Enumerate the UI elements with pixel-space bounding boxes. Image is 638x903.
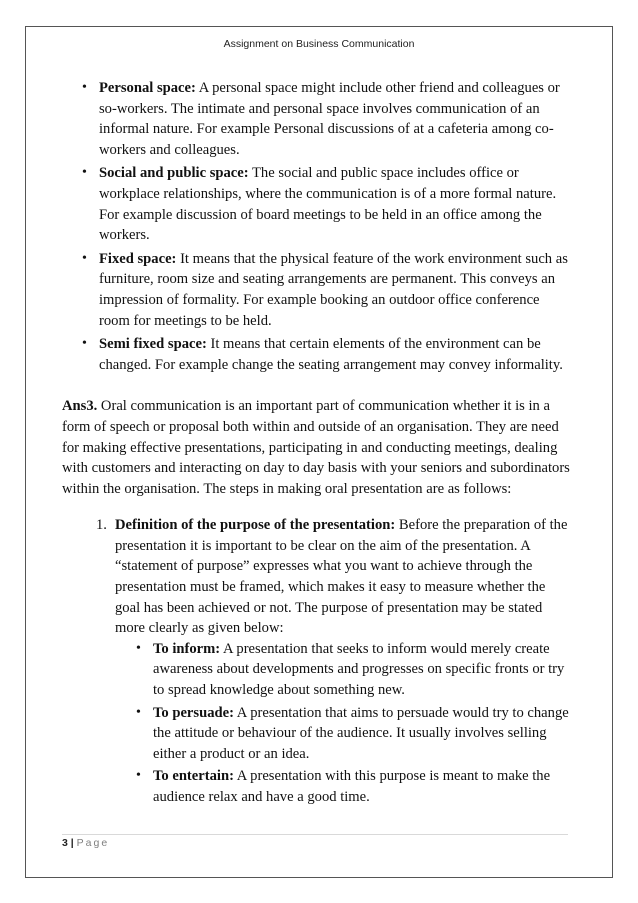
bullet-term: Personal space: (99, 80, 196, 96)
step-text: Before the preparation of the presentation it is important to be clear on the aim of the presentation. A “statement of purpose” expresses what you want to achieve through the presentation must be framed, which makes it easy to measure whether the goal has been achieved or not. The purpose of presentation may be stated more clearly as given below: (115, 517, 568, 637)
presentation-steps-list (62, 515, 572, 807)
bullet-text: It means that the physical feature of the work environment such as furniture, room size and seating arrangements are permanent. This conveys an impression of formality. For example booking an outdoor office conference room for meetings to be held. (99, 250, 568, 329)
page-footer (62, 837, 109, 849)
page-header: Assignment on Business Communication (223, 38, 415, 50)
purpose-text: A presentation that seeks to inform would merely create awareness about developments and progresses on specific fronts or try to spread knowledge about something new. (153, 640, 565, 699)
bullet-term: Social and public space: (99, 165, 249, 182)
bullet-text: It means that certain elements of the environment can be changed. For example change the seating arrangement may convey informality. (99, 336, 563, 373)
purpose-text: A presentation that aims to persuade would try to change the attitude or behaviour of the audience. It usually involves selling either a product or an idea. (153, 704, 569, 762)
answer-label: Ans3. (62, 398, 98, 415)
step-term: Definition of the purpose of the presentation: (115, 517, 396, 534)
bullet-term: Fixed space: (99, 250, 177, 267)
bullet-text: The social and public space includes office or workplace relationships, where the communication is of a more formal nature. For example discussion of board meetings to be held in an office among the workers. (99, 165, 557, 244)
page-number: 3 (62, 837, 68, 849)
list-item (99, 78, 572, 160)
list-item (99, 334, 572, 375)
answer-paragraph (62, 396, 572, 499)
step-number: 1. (96, 517, 107, 534)
purpose-term: To entertain: (153, 768, 234, 785)
footer-divider (62, 834, 568, 835)
bullet-text: A personal space might include other friend and colleagues or so-workers. The intimate and personal space involves communication of an informal nature. For example Personal discussions of at a cafeteria among co-workers and colleagues. (99, 80, 560, 158)
purpose-item (153, 639, 572, 701)
space-types-list (62, 78, 572, 375)
purpose-list (115, 639, 572, 808)
page-label: Page (76, 837, 110, 849)
purpose-term: To inform: (153, 640, 221, 657)
bullet-term: Semi fixed space: (99, 336, 207, 353)
answer-text: Oral communication is an important part of communication whether it is in a form of speech or proposal both within and outside of an organisation. They are need for making effective presentations, participating in and conducting meetings, dealing with customers and interacting on day to day basis with your seniors and subordinators within the organisation. The steps in making oral presentation are as follows: (62, 398, 570, 497)
step-item (96, 515, 572, 807)
list-item (99, 249, 572, 331)
purpose-term: To persuade: (153, 704, 234, 721)
purpose-item (153, 766, 572, 807)
purpose-item (153, 703, 572, 765)
list-item (99, 163, 572, 245)
document-body (62, 78, 572, 810)
footer-separator: | (70, 837, 74, 849)
purpose-text: A presentation with this purpose is meant to make the audience relax and have a good time. (153, 768, 551, 805)
